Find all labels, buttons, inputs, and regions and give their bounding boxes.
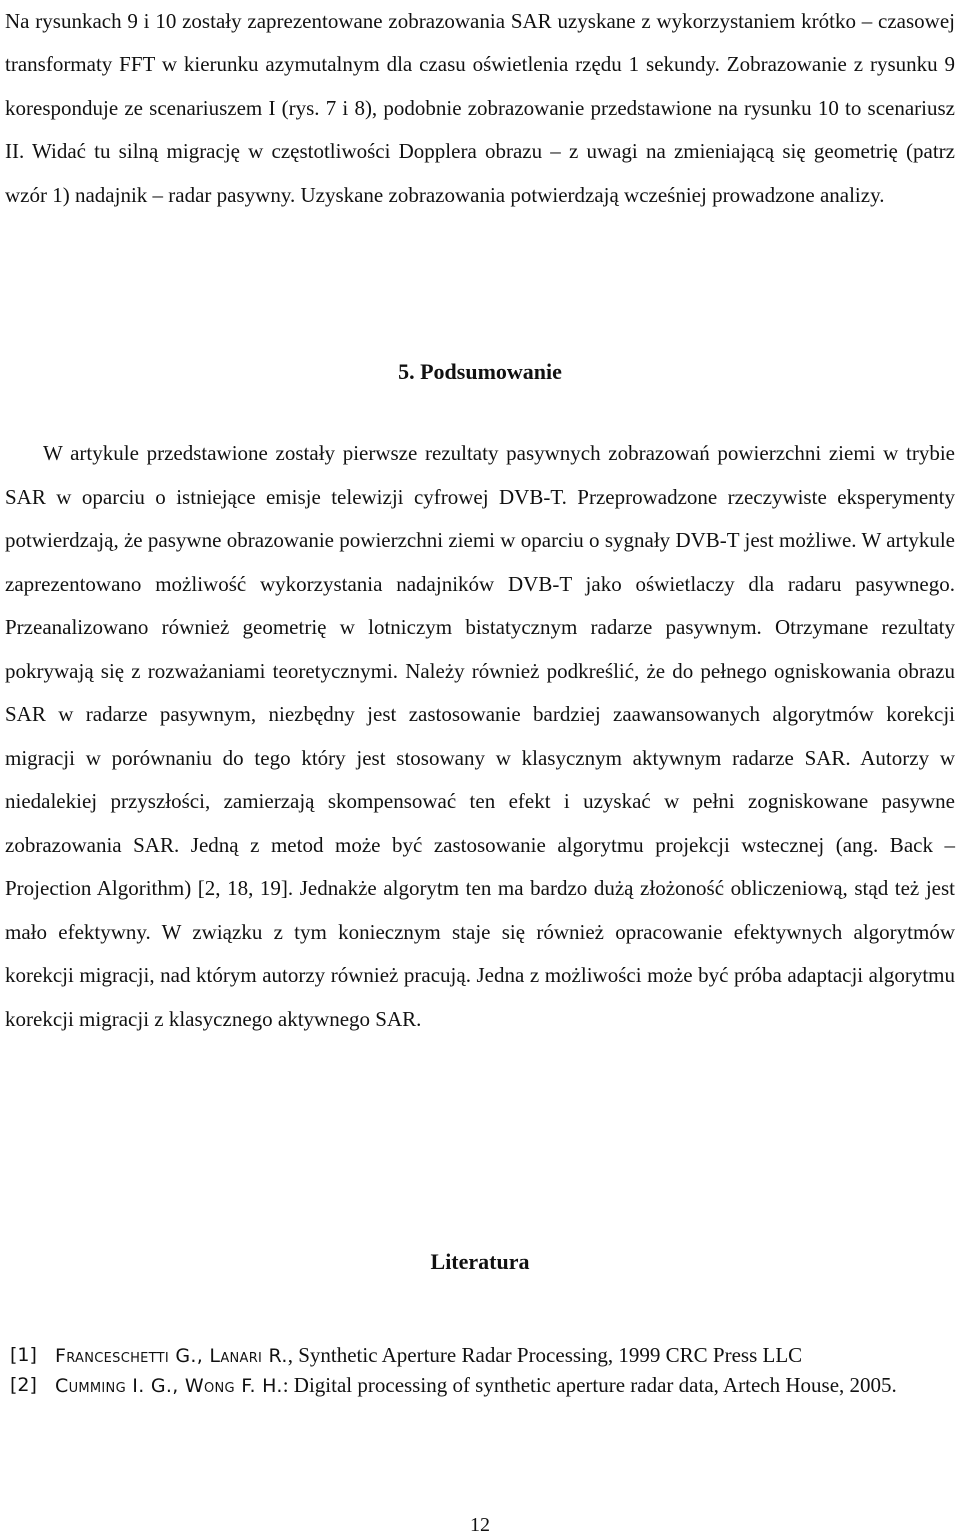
reference-authors: Franceschetti G., Lanari R.	[55, 1345, 288, 1367]
reference-list	[5, 1341, 955, 1401]
reference-authors: Cumming I. G., Wong F. H.	[55, 1375, 283, 1397]
section-heading: 5. Podsumowanie	[398, 359, 562, 384]
page-number: 12	[470, 1514, 490, 1536]
reference-text: , Synthetic Aperture Radar Processing, 1999 CRC Press LLC	[287, 1343, 803, 1367]
reference-text: : Digital processing of synthetic aperture radar data, Artech House, 2005.	[282, 1373, 897, 1397]
reference-number: [2]	[10, 1374, 37, 1396]
reference-number: [1]	[10, 1344, 37, 1366]
reference-item	[5, 1371, 955, 1401]
literature-heading: Literatura	[430, 1249, 530, 1274]
summary-paragraph: W artykule przedstawione zostały pierwsze rezultaty pasywnych zobrazowań powierzchni ziemi w trybie SAR w oparciu o istniejące emisje telewizji cyfrowej DVB-T. Przeprowadzone rzeczywiste eksperymenty potwierdzają, że pasywne obrazowanie powierzchni ziemi w oparciu o sygnały DVB-T jest możliwe. W artykule zaprezentowano możliwość wykorzystania nadajników DVB-T jako oświetlaczy dla radaru pasywnego. Przeanalizowano również geometrię w lotniczym bistatycznym radarze pasywnym. Otrzymane rezultaty pokrywają się z rozważaniami teoretycznymi. Należy również podkreślić, że do pełnego ogniskowania obrazu SAR w radarze pasywnym, niezbędny jest zastosowanie bardziej zaawansowanych algorytmów korekcji migracji w porównaniu do tego który jest stosowany w klasycznym aktywnym radarze SAR. Autorzy w niedalekiej przyszłości, zamierzają skompensować ten efekt i uzyskać w pełni zogniskowane pasywne zobrazowania SAR. Jedną z metod może być zastosowanie algorytmu projekcji wstecznej (ang. Back – Projection Algorithm) [2, 18, 19]. Jednakże algorytm ten ma bardzo dużą złożoność obliczeniową, stąd też jest mało efektywny. W związku z tym koniecznym staje się również opracowanie efektywnych algorytmów korekcji migracji, nad którym autorzy również pracują. Jedna z możliwości może być próba adaptacji algorytmu korekcji migracji z klasycznego aktywnego SAR.	[5, 441, 955, 1031]
intro-paragraph: Na rysunkach 9 i 10 zostały zaprezentowane zobrazowania SAR uzyskane z wykorzystaniem krótko – czasowej transformaty FFT w kierunku azymutalnym dla czasu oświetlenia rzędu 1 sekundy. Zobrazowanie z rysunku 9 koresponduje ze scenariuszem I (rys. 7 i 8), podobnie zobrazowanie przedstawione na rysunku 10 to scenariusz II. Widać tu silną migrację w częstotliwości Dopplera obrazu – z uwagi na zmieniającą się geometrię (patrz wzór 1) nadajnik – radar pasywny. Uzyskane zobrazowania potwierdzają wcześniej prowadzone analizy.	[5, 9, 955, 207]
reference-item	[5, 1341, 955, 1371]
